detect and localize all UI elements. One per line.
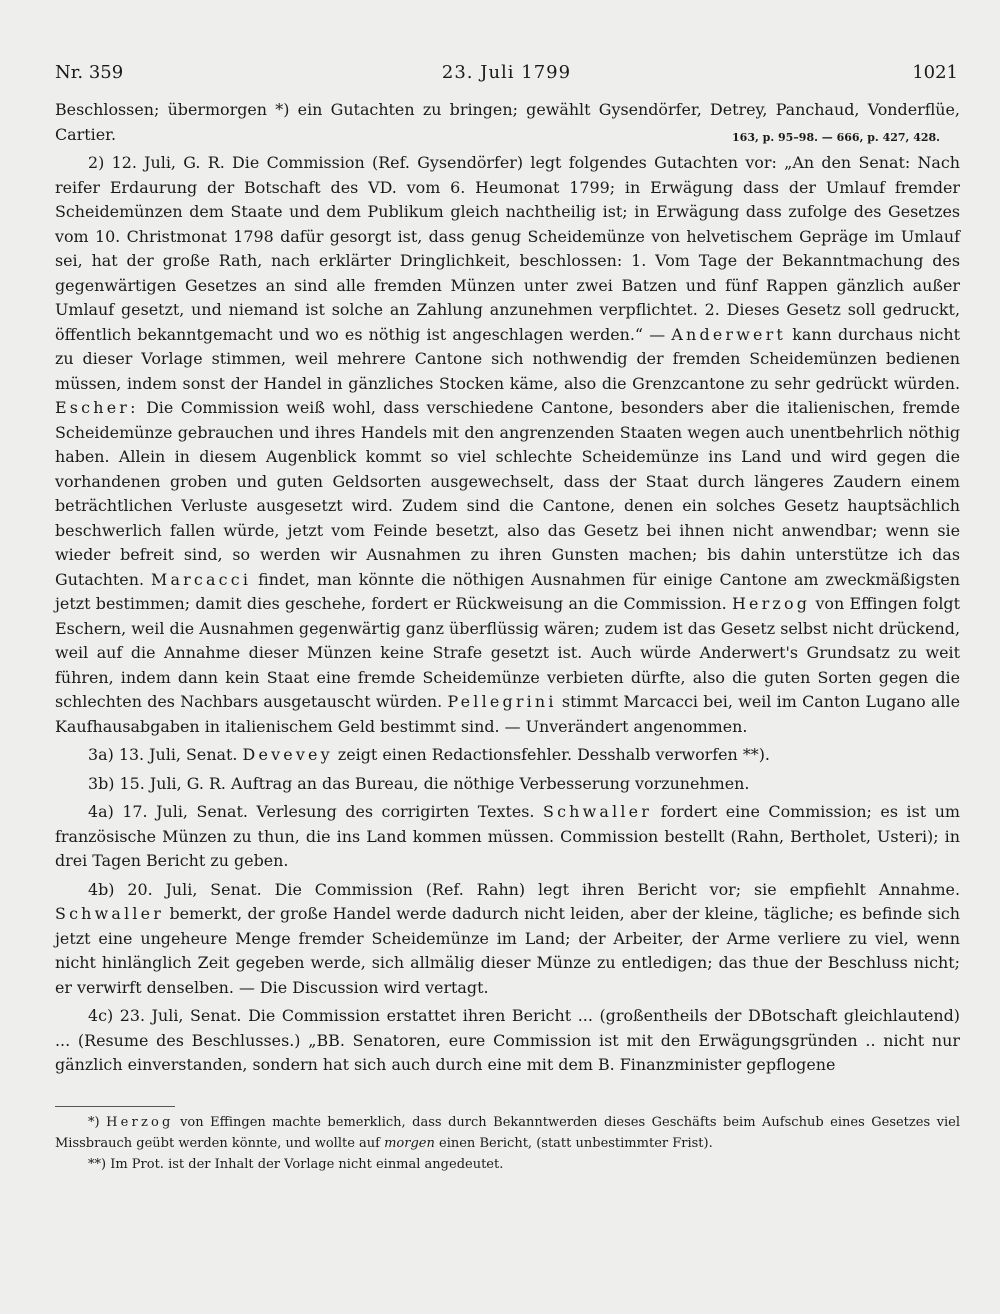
speaker-name: Marcacci bbox=[150, 569, 252, 589]
footnote-2 bbox=[55, 1154, 960, 1175]
paragraph-4b-text-b: bemerkt, der große Handel werde dadurch nicht leiden, aber der kleine, tägliche; es befinde sich jetzt eine ungeheure Menge fremder Scheidemünze im Land; der Arbeiter, der Arme verliere zu viel, wenn nicht hinlänglich Zeit gegeben werde, sich allmälig dieser Münze zu entledigen; das thue der Beschluss nicht; er verwirft denselben. — Die Discussion wird vertagt. bbox=[55, 904, 960, 997]
footnote-2-text: **) Im Prot. ist der Inhalt der Vorlage nicht einmal angedeutet. bbox=[88, 1157, 504, 1172]
header-date: 23. Juli 1799 bbox=[441, 62, 572, 83]
paragraph-1-text: Beschlossen; übermorgen *) ein Gutachten zu bringen; gewählt Gysendörfer, Detrey, Panchaud, Vonderflüe, Cartier. bbox=[55, 100, 960, 144]
speaker-name: Devevey bbox=[242, 745, 333, 764]
paragraph-2 bbox=[55, 151, 960, 739]
paragraph-3a bbox=[55, 743, 960, 768]
page-header bbox=[55, 62, 958, 86]
paragraph-4a-text-b: fordert eine Commission; es ist um französische Münzen zu thun, die ins Land kommen müssen. Commission bestellt (Rahn, Bertholet, Usteri); in drei Tagen Bericht zu geben. bbox=[55, 802, 960, 870]
footnote-1-text-a: von Effingen machte bemerklich, dass durch Bekanntwerden dieses Geschäfts beim Aufschub eines Gesetzes viel Missbrauch geübt werden könnte, und wollte auf bbox=[55, 1115, 960, 1151]
speaker-name: Escher: bbox=[55, 398, 139, 417]
paragraph-3a-text-a: 3a) 13. Juli, Senat. bbox=[88, 745, 238, 764]
paragraph-4b-text-a: 4b) 20. Juli, Senat. Die Commission (Ref. Rahn) legt ihren Bericht vor; sie empfiehlt Annahme. bbox=[88, 879, 960, 899]
paragraph-1 bbox=[55, 98, 960, 147]
speaker-name: Herzog bbox=[106, 1115, 174, 1130]
footnote-1-italic: morgen bbox=[384, 1136, 435, 1151]
footnote-divider bbox=[55, 1106, 175, 1107]
speaker-name: Pellegrini bbox=[447, 692, 557, 711]
footnote-1 bbox=[55, 1112, 960, 1154]
body-text bbox=[55, 98, 960, 1082]
paragraph-2-text-c: Die Commission weiß wohl, dass verschiedene Cantone, besonders aber die italienischen, fremde Scheidemünze gebrauchen und ihres Handels mit den angrenzenden Staaten wegen auch unentbehrlich nöthig haben. Allein in diesem Augenblick kommt so viel schlechte Scheidemünze ins Land und wird gegen die vorhandenen groben und guten Geldsorten ausgewechselt, dass der Staat durch längeres Zaudern einem beträchtlichen Verluste ausgesetzt wird. Zudem sind die Cantone, denen ein solches Gesetz hauptsächlich beschwerlich fallen würde, jetzt vom Feinde besetzt, also das Gesetz bei ihnen nicht anwendbar; wenn sie wieder befreit sind, so werden wir Ausnahmen zu ihren Gunsten machen; bis dahin unterstütze ich das Gutachten. bbox=[55, 398, 960, 589]
paragraph-4a bbox=[55, 800, 960, 874]
paragraph-4c-text: 4c) 23. Juli, Senat. Die Commission erstattet ihren Bericht ... (großentheils der DBotschaft gleichlautend) ... (Resume des Beschlusses.) „BB. Senatoren, eure Commission ist mit den Erwägungsgründen .. nicht nur gänzlich einverstanden, sondern hat sich auch durch eine mit dem B. Finanzminister gepflogene bbox=[55, 1006, 960, 1074]
paragraph-3b-text: 3b) 15. Juli, G. R. Auftrag an das Bureau, die nöthige Verbesserung vorzunehmen. bbox=[88, 773, 750, 793]
paragraph-2-text-b: kann durchaus nicht zu dieser Vorlage stimmen, weil mehrere Cantone sich nothwendig der fremden Scheidemünzen bedienen müssen, indem sonst der Handel in gänzliches Stocken käme, also die Grenzcantone zu sehr gedrückt würden. bbox=[55, 324, 961, 393]
document-number: Nr. 359 bbox=[55, 62, 124, 83]
page-number: 1021 bbox=[912, 62, 958, 83]
speaker-name: Schwaller bbox=[55, 904, 165, 923]
paragraph-2-text-d: findet, man könnte die nöthigen Ausnahmen für einige Cantone am zweckmäßigsten jetzt bestimmen; damit dies geschehe, fordert er Rückweisung an die Commission. bbox=[55, 569, 960, 613]
paragraph-3a-text-b: zeigt einen Redactionsfehler. Desshalb verworfen **). bbox=[337, 745, 770, 764]
paragraph-4c bbox=[55, 1004, 960, 1078]
paragraph-4b bbox=[55, 878, 960, 1001]
footnotes bbox=[55, 1112, 960, 1175]
paragraph-2-text-e: von Effingen folgt Eschern, weil die Ausnahmen gegenwärtig ganz überflüssig wären; zudem ist das Gesetz selbst nicht drückend, weil auf die Annahme dieser Münzen keine Strafe gesetzt ist. Auch würde Anderwert's Grundsatz zu weit führen, indem dann kein Staat eine fremde Scheidemünze verbieten dürfte, also die guten Sorten gegen die schlechten des Nachbars ausgetauscht würden. bbox=[55, 594, 960, 711]
source-reference: 163, p. 95–98. — 666, p. 427, 428. bbox=[732, 130, 940, 144]
paragraph-2-text-f: stimmt Marcacci bei, weil im Canton Lugano alle Kaufhausabgaben in italienischem Geld bestimmt sind. — Unverändert angenommen. bbox=[55, 692, 960, 736]
paragraph-2-text-a: 2) 12. Juli, G. R. Die Commission (Ref. Gysendörfer) legt folgendes Gutachten vor: „An den Senat: Nach reifer Erdaurung der Botschaft des VD. vom 6. Heumonat 1799; in Erwägung dass der Umlauf fremder Scheidemünzen dem Staate und dem Publikum gleich nachtheilig ist; in Erwägung dass zufolge des Gesetzes vom 10. Christmonat 1798 dafür gesorgt ist, dass genug Scheidemünze von helvetischem Gepräge im Umlauf sei, hat der große Rath, nach erklärter Dringlichkeit, beschlossen: 1. Vom Tage der Bekanntmachung des gegenwärtigen Gesetzes an sind alle fremden Münzen unter zwei Batzen und fünf Rappen gänzlich außer Umlauf gesetzt, und niemand ist solche an Zahlung anzunehmen verpflichtet. 2. Dieses Gesetz soll gedruckt, öffentlich bekanntgemacht und wo es nöthig ist angeschlagen werden.“ — bbox=[55, 153, 960, 344]
paragraph-4a-text-a: 4a) 17. Juli, Senat. Verlesung des corrigirten Textes. bbox=[88, 802, 535, 821]
footnote-1-text-b: einen Bericht, (statt unbestimmter Frist). bbox=[439, 1136, 713, 1151]
paragraph-3b bbox=[55, 772, 960, 797]
speaker-name: Anderwert bbox=[671, 324, 787, 344]
speaker-name: Herzog bbox=[731, 594, 811, 613]
speaker-name: Schwaller bbox=[543, 802, 653, 821]
footnote-marker: *) bbox=[88, 1115, 100, 1130]
